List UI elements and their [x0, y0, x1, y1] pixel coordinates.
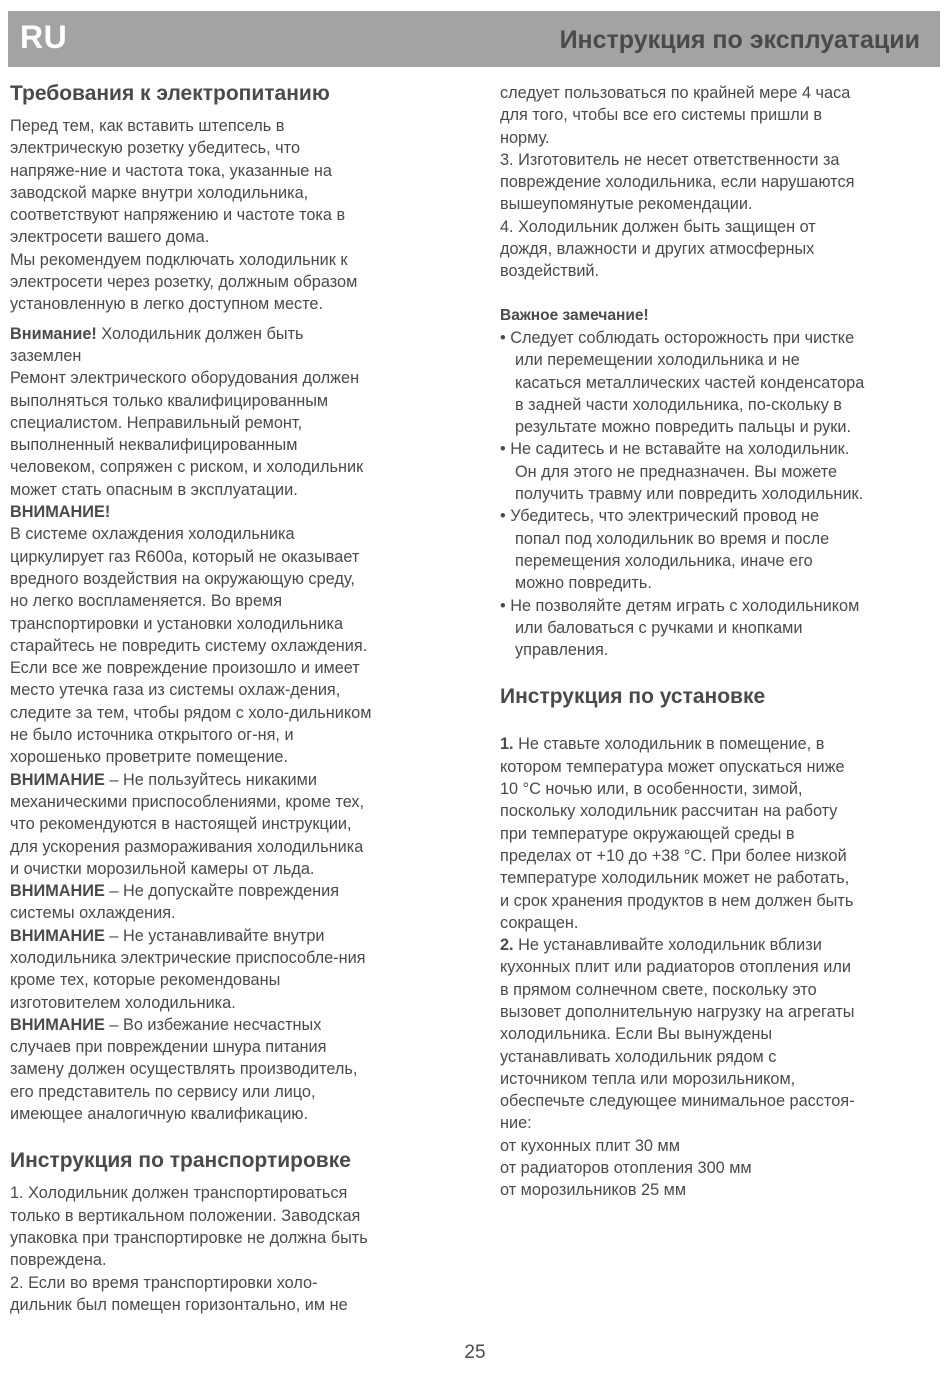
important-note-heading: Важное замечание! [500, 306, 649, 324]
transport-continued: следует пользоваться по крайней мере 4 часа для того, чтобы все его системы пришли в норму. 3. Изготовитель не несет ответственности за повреждение холодильника, если нарушаются вышеупомянутые рекомендации. 4. Холодильник должен быть защищен от дождя, влажности и других атмосферных воздействий. [500, 84, 855, 281]
section-heading-install: Инструкция по установке [500, 685, 766, 709]
ground-warning: Внимание! Холодильник должен быть [10, 324, 304, 343]
important-bullet-3: • Убедитесь, что электрический провод не попал под холодильник во время и после перемещения холодильника, иначе его можно повредить. [500, 507, 830, 593]
page-header [8, 11, 940, 67]
warning-mechanical: ВНИМАНИЕ – Не пользуйтесь никакими механическими приспособлениями, кроме тех, что рекомендуются в настоящей инструкции, для ускорения размораживания холодильника и очистки морозильной камеры от льда. [10, 770, 365, 878]
warning-electrical-devices: ВНИМАНИЕ – Не устанавливайте внутри холодильника электрические приспособле-ния кроме тех, которые рекомендованы изготовителем холодильника. [10, 926, 366, 1012]
transport-paragraph: 1. Холодильник должен транспортироваться только в вертикальном положении. Заводская упаковка при транспортировке не должна быть повреждена. 2. Если во время транспортировки холо- дильник был помещен горизонтально, им не [10, 1184, 368, 1314]
power-paragraph-1: Перед тем, как вставить штепсель в электрическую розетку убедитесь, что напряже-ние и частота тока, указанные на заводской марке внутри холодильника, соответствуют напряжению и частоте тока в электросети вашего дома. Мы рекомендуем подключать холодильник к электросети через розетку, должным образом установленную в легко доступном месте. [10, 117, 358, 314]
gas-warning-paragraph: В системе охлаждения холодильника циркулирует газ R600a, который не оказывает вредного воздействия на окружающую среду, но легко воспламеняется. Во время транспортировки и установки холодильника старайтесь не повредить систему охлаждения. Если все же повреждение произошло и имеет место утечка газа из системы охлаж-дения, следите за тем, чтобы рядом с холо-дильником не было источника открытого ог-ня, и хорошенько проветрите помещение. [10, 525, 372, 767]
warning-cooling-system: ВНИМАНИЕ – Не допускайте повреждения системы охлаждения. [10, 882, 340, 923]
right-column [500, 82, 940, 1202]
important-bullet-4: • Не позволяйте детям играть с холодильником или баловаться с ручками и кнопками управления. [500, 596, 860, 660]
manual-title: Инструкция по эксплуатации [559, 26, 920, 54]
important-bullet-2: • Не садитесь и не вставайте на холодильник. Он для этого не предназначен. Вы можете получить травму или повредить холодильник. [500, 440, 864, 504]
section-heading-transport: Инструкция по транспортировке [10, 1149, 351, 1173]
left-column [10, 80, 470, 1316]
warning-power-cord: ВНИМАНИЕ – Во избежание несчастных случаев при повреждении шнура питания замену должен осуществлять производитель, его представитель по сервису или лицо, имеющее аналогичную квалификацию. [10, 1015, 358, 1124]
important-bullet-1: • Следует соблюдать осторожность при чистке или перемещении холодильника и не касаться металлических частей конденсатора в задней части холодильника, по-скольку в результате можно повредить пальцы и руки. [500, 328, 865, 437]
language-code: RU [20, 19, 68, 55]
page-number: 25 [464, 1342, 486, 1363]
gas-warning-heading: ВНИМАНИЕ! [10, 503, 111, 522]
section-heading-power: Требования к электропитанию [10, 82, 330, 105]
install-item-1: 1. Не ставьте холодильник в помещение, в котором температура может опускаться ниже 10 °С ночью или, в особенности, зимой, поскольку холодильник рассчитан на работу при температуре окружающей среды в пределах от +10 до +38 °С. При более низкой температуре холодильник может не работать, и срок хранения продуктов в нем должен быть сокращен. [500, 735, 854, 932]
power-paragraph-2: заземлен Ремонт электрического оборудования должен выполняться только квалифицированным специалистом. Неправильный ремонт, выполненный неквалифицированным человеком, сопряжен с риском, и холодильник может стать опасным в эксплуатации. [10, 346, 364, 499]
install-item-2: 2. Не устанавливайте холодильник вблизи кухонных плит или радиаторов отопления или в прямом солнечном свете, поскольку это вызовет дополнительную нагрузку на агрегаты холодильника. Если Вы вынуждены устанавливать холодильник рядом с источником тепла или морозильником, обеспечьте следующее минимальное расстоя- ние: от кухонных плит 30 мм от радиаторов отопления 300 мм от морозильников 25 мм [500, 936, 855, 1200]
